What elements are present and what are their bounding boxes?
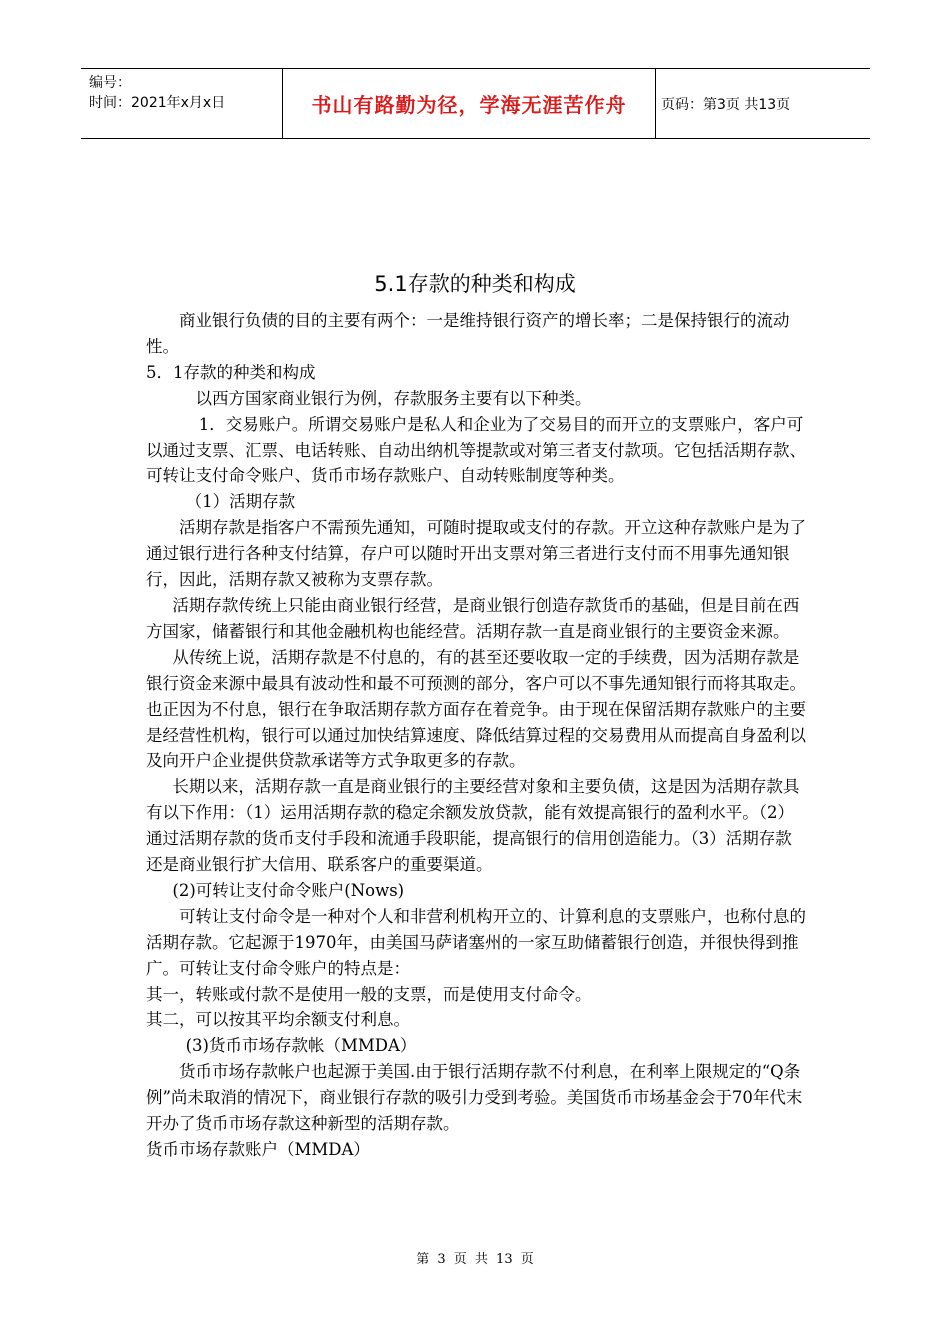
paragraph: 其二，可以按其平均余额支付利息。: [146, 1010, 410, 1030]
paragraph: 可转让支付命令是一种对个人和非营利机构开立的、计算利息的支票账户，也称付息的活期存款。它起源于1970年，由美国马萨诸塞州的一家互助储蓄银行创造，并很快得到推广。可转让支付命令账户的特点是：: [146, 906, 806, 978]
document-number-label: 编号：: [89, 75, 131, 91]
header-page-number: 页码：第3页 共13页: [661, 96, 791, 113]
paragraph: 其一，转账或付款不是使用一般的支票，而是使用支付命令。: [146, 984, 592, 1004]
subsection-heading: (3)货币市场存款帐（MMDA）: [185, 1036, 417, 1056]
header-motto: 书山有路勤为径，学海无涯苦作舟: [311, 93, 627, 117]
header-divider: [655, 69, 656, 138]
paragraph: 活期存款传统上只能由商业银行经营，是商业银行创造存款货币的基础，但是目前在西方国家，储蓄银行和其他金融机构也能经营。活期存款一直是商业银行的主要资金来源。: [146, 595, 800, 641]
section-heading: 5．1存款的种类和构成: [146, 362, 316, 382]
paragraph: 长期以来，活期存款一直是商业银行的主要经营对象和主要负债，这是因为活期存款具有以下作用：（1）运用活期存款的稳定余额发放贷款，能有效提高银行的盈利水平。（2）通过活期存款的货币支付手段和流通手段职能，提高银行的信用创造能力。（3）活期存款还是商业银行扩大信用、联系客户的重要渠道。: [146, 777, 800, 875]
paragraph: 商业银行负债的目的主要有两个：一是维持银行资产的增长率；二是保持银行的流动性。: [146, 311, 790, 356]
paragraph: 1．交易账户。所谓交易账户是私人和企业为了交易目的而开立的支票账户，客户可以通过支票、汇票、电话转账、自动出纳机等提款或对第三者支付款项。它包括活期存款、可转让支付命令账户、货币市场存款账户、自动转账制度等种类。: [146, 414, 806, 486]
page-footer: 第 3 页 共 13 页: [416, 1252, 534, 1267]
subsection-heading: （1）活期存款: [185, 492, 296, 512]
document-title: 5.1存款的种类和构成: [374, 272, 576, 296]
paragraph: 从传统上说，活期存款是不付息的，有的甚至还要收取一定的手续费，因为活期存款是银行资金来源中最具有波动性和最不可预测的部分，客户可以不事先通知银行而将其取走。也正因为不付息，银行在争取活期存款方面存在着竞争。由于现在保留活期存款账户的主要是经营性机构，银行可以通过加快结算速度、降低结算过程的交易费用从而提高自身盈利以及向开户企业提供贷款承诺等方式争取更多的存款。: [146, 647, 806, 771]
paragraph: 货币市场存款帐户也起源于美国.由于银行活期存款不付利息，在利率上限规定的“Q条例”尚未取消的情况下，商业银行存款的吸引力受到考验。美国货币市场基金会于70年代末开办了货币市场存款这种新型的活期存款。: [146, 1062, 803, 1134]
paragraph: 以西方国家商业银行为例，存款服务主要有以下种类。: [195, 388, 592, 408]
paragraph: 货币市场存款账户（MMDA）: [146, 1140, 370, 1159]
document-body: [146, 308, 808, 1163]
paragraph: 活期存款是指客户不需预先通知，可随时提取或支付的存款。开立这种存款账户是为了通过银行进行各种支付结算，存户可以随时开出支票对第三者进行支付而不用事先通知银行，因此，活期存款又被称为支票存款。: [146, 518, 806, 590]
header-meta: [89, 73, 279, 113]
subsection-heading: (2)可转让支付命令账户(Nows): [172, 880, 405, 900]
document-date-label: 时间：2021年x月x日: [89, 95, 226, 111]
page-header: [81, 68, 870, 139]
